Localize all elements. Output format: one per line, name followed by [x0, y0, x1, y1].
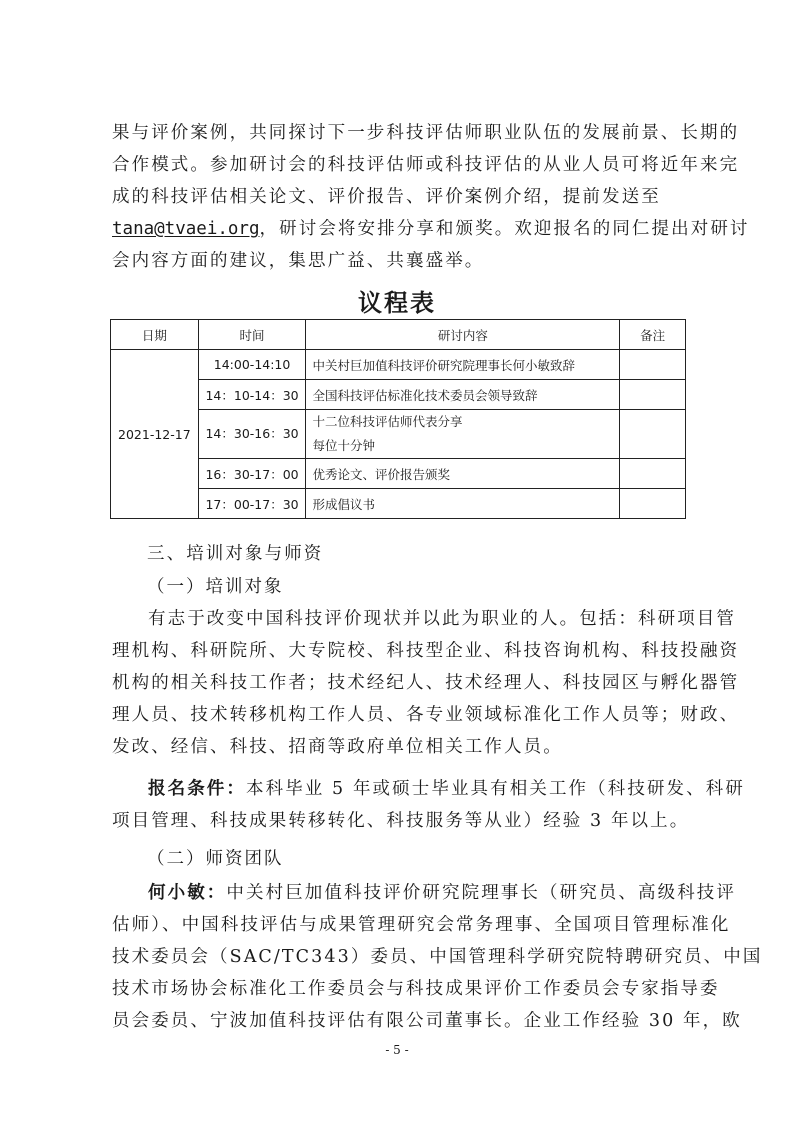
intro-line-4 [112, 213, 750, 245]
requirements-text-1: 本科毕业 5 年或硕士毕业具有相关工作（科技研发、科研 [246, 779, 745, 799]
row-time: 14:00-14:10 [198, 350, 306, 380]
email-link[interactable]: tana@tvaei.org [112, 219, 260, 239]
row-note [620, 459, 686, 489]
targets-line-2: 理机构、科研院所、大专院校、科技型企业、科技咨询机构、科技投融资 [112, 641, 740, 661]
row-content-line-2: 每位十分钟 [312, 438, 375, 453]
agenda-title: 议程表 [358, 289, 436, 317]
row-time: 14：10-14：30 [198, 380, 306, 410]
teacher-paragraph [112, 877, 763, 1037]
targets-paragraph [112, 603, 740, 763]
requirements-paragraph [112, 773, 745, 837]
teacher-line-3: 技术委员会（SAC/TC343）委员、中国管理科学研究院特聘研究员、中国 [112, 947, 763, 967]
header-date: 日期 [111, 320, 199, 350]
subsection-2-heading: （二）师资团队 [147, 849, 284, 869]
row-content: 全国科技评估标准化技术委员会领导致辞 [306, 380, 620, 410]
table-row [111, 350, 686, 380]
requirements-label: 报名条件： [148, 779, 246, 799]
targets-line-3: 机构的相关科技工作者；技术经纪人、技术经理人、科技园区与孵化器管 [112, 673, 740, 693]
row-time: 14：30-16：30 [198, 410, 306, 459]
agenda-date: 2021-12-17 [111, 350, 199, 519]
teacher-line-2: 估师）、中国科技评估与成果管理研究会常务理事、全国项目管理标准化 [112, 915, 731, 935]
requirements-line-1 [112, 773, 745, 805]
intro-line-4-rest: ，研讨会将安排分享和颁奖。欢迎报名的同仁提出对研讨 [259, 219, 750, 239]
row-content: 优秀论文、评价报告颁奖 [306, 459, 620, 489]
requirements-line-2: 项目管理、科技成果转移转化、科技服务等从业）经验 3 年以上。 [112, 811, 690, 831]
agenda-header-row [111, 320, 686, 350]
row-note [620, 410, 686, 459]
teacher-line-5: 员会委员、宁波加值科技评估有限公司董事长。企业工作经验 30 年，欧 [112, 1011, 742, 1031]
row-note [620, 380, 686, 410]
row-content: 中关村巨加值科技评价研究院理事长何小敏致辞 [306, 350, 620, 380]
section-3-heading: 三、培训对象与师资 [147, 544, 324, 564]
row-content [306, 410, 620, 459]
teacher-name: 何小敏： [148, 883, 227, 903]
row-time: 17：00-17：30 [198, 489, 306, 519]
targets-line-1: 有志于改变中国科技评价现状并以此为职业的人。包括：科研项目管 [148, 609, 736, 629]
row-content: 形成倡议书 [306, 489, 620, 519]
teacher-line-4: 技术市场协会标准化工作委员会与科技成果评价工作委员会专家指导委 [112, 979, 720, 999]
row-note [620, 350, 686, 380]
page-number: - 5 - [385, 1043, 409, 1057]
teacher-line-1 [112, 877, 737, 909]
agenda-table [110, 319, 686, 519]
row-content-line-1: 十二位科技评估师代表分享 [312, 414, 463, 429]
intro-paragraph [112, 117, 750, 277]
row-time: 16：30-17：00 [198, 459, 306, 489]
intro-line-3: 成的科技评估相关论文、评价报告、评价案例介绍，提前发送至 [112, 187, 661, 207]
targets-line-4: 理人员、技术转移机构工作人员、各专业领域标准化工作人员等；财政、 [112, 705, 740, 725]
header-time: 时间 [198, 320, 306, 350]
header-note: 备注 [620, 320, 686, 350]
row-note [620, 489, 686, 519]
header-content: 研讨内容 [306, 320, 620, 350]
intro-line-1: 果与评价案例，共同探讨下一步科技评估师职业队伍的发展前景、长期的 [112, 123, 740, 143]
intro-line-5: 会内容方面的建议，集思广益、共襄盛举。 [112, 251, 485, 271]
teacher-text-1: 中关村巨加值科技评价研究院理事长（研究员、高级科技评 [226, 883, 737, 903]
subsection-1-heading: （一）培训对象 [147, 577, 284, 597]
targets-line-5: 发改、经信、科技、招商等政府单位相关工作人员。 [112, 737, 563, 757]
intro-line-2: 合作模式。参加研讨会的科技评估师或科技评估的从业人员可将近年来完 [112, 155, 740, 175]
